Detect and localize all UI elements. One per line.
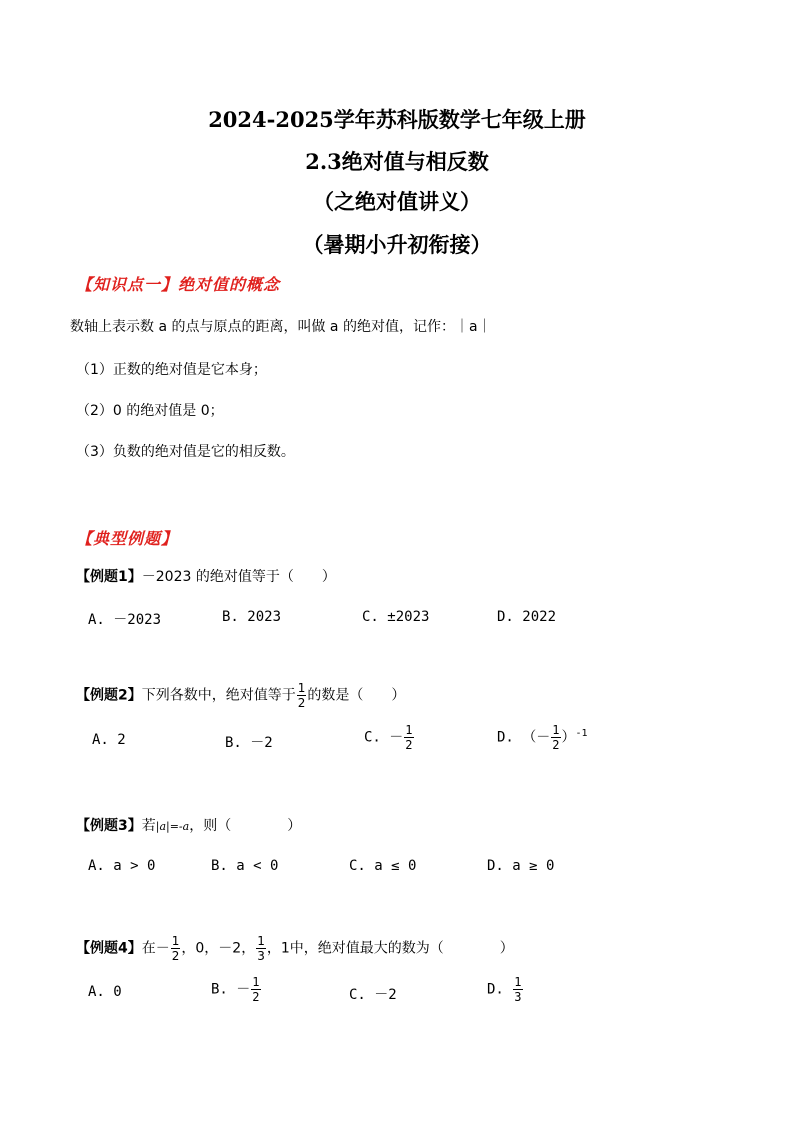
knowledge-item-3: （3）负数的绝对值是它的相反数。 — [76, 444, 295, 460]
fraction-denominator: 3 — [514, 990, 522, 1004]
example-1-option-c: C. ±2023 — [362, 609, 430, 625]
example-2-option-a: A. 2 — [92, 732, 126, 748]
example-2 — [76, 682, 405, 709]
example-4-option-d — [487, 976, 524, 1003]
example-4-text-end: ，1中，绝对值最大的数为（ ） — [266, 940, 514, 957]
example-4 — [76, 935, 514, 962]
fraction-denominator: 2 — [552, 738, 560, 752]
fraction-numerator: 1 — [252, 975, 260, 989]
fraction — [256, 935, 266, 962]
doc-subtitle: 2.3绝对值与相反数 — [305, 149, 489, 174]
fraction-numerator: 1 — [552, 723, 560, 737]
example-1 — [76, 566, 336, 586]
example-2-text: 下列各数中，绝对值等于 — [141, 687, 296, 704]
example-3-option-b: B. a < 0 — [211, 858, 279, 874]
option-d-prefix: D. （－ — [497, 729, 551, 746]
example-3-option-d: D. a ≥ 0 — [487, 858, 555, 874]
fraction-numerator: 1 — [405, 723, 413, 737]
doc-subtitle-topic: （之绝对值讲义） — [313, 189, 481, 214]
example-4-option-b — [211, 976, 262, 1003]
definition-text: 数轴上表示数 a 的点与原点的距离，叫做 a 的绝对值，记作：｜a｜ — [70, 319, 492, 335]
example-4-text-mid: ，0，－2， — [181, 940, 256, 957]
example-4-option-c: C. －2 — [349, 987, 397, 1003]
example-1-option-a: A. －2023 — [88, 612, 162, 628]
example-2-text-end: 的数是（ ） — [307, 687, 406, 704]
example-1-option-d: D. 2022 — [497, 609, 557, 625]
example-3-option-a: A. a > 0 — [88, 858, 156, 874]
fraction-denominator: 2 — [171, 949, 180, 963]
fraction — [513, 976, 522, 1003]
fraction — [297, 682, 307, 709]
option-d-suffix: ） — [561, 729, 576, 746]
fraction-denominator: 2 — [297, 696, 306, 710]
fraction — [404, 724, 413, 751]
example-4-option-a: A. 0 — [88, 984, 122, 1000]
knowledge-item-1: （1）正数的绝对值是它本身； — [76, 362, 267, 378]
example-2-option-b: B. －2 — [225, 735, 273, 751]
example-2-option-d — [497, 724, 588, 751]
example-2-label: 【例题2】 — [76, 687, 142, 704]
examples-heading: 【典型例题】 — [76, 529, 179, 548]
example-1-label: 【例题1】 — [76, 569, 142, 585]
example-3-text-end: ，则（ ） — [189, 818, 302, 834]
option-d-prefix: D. — [487, 981, 513, 998]
example-4-text: 在－ — [141, 940, 170, 957]
example-4-label: 【例题4】 — [76, 940, 142, 957]
option-b-prefix: B. － — [211, 981, 251, 998]
example-2-option-c — [364, 724, 415, 751]
fraction-numerator: 1 — [297, 681, 306, 695]
fraction-numerator: 1 — [171, 934, 180, 948]
knowledge-heading: 【知识点一】绝对值的概念 — [76, 275, 281, 294]
example-1-option-b: B. 2023 — [222, 609, 282, 625]
doc-subtitle-note: （暑期小升初衔接） — [302, 232, 492, 257]
doc-title: 2024-2025学年苏科版数学七年级上册 — [208, 107, 586, 132]
example-3 — [76, 815, 301, 835]
fraction-denominator: 3 — [257, 949, 265, 963]
fraction — [551, 724, 560, 751]
fraction — [251, 976, 260, 1003]
fraction-denominator: 2 — [405, 738, 413, 752]
fraction-numerator: 1 — [514, 975, 522, 989]
example-3-text: 若 — [141, 818, 156, 834]
math-expression: |a|=-a — [155, 820, 190, 833]
fraction — [171, 935, 181, 962]
option-c-prefix: C. － — [364, 729, 404, 746]
exponent: -1 — [575, 727, 588, 739]
fraction-numerator: 1 — [257, 934, 265, 948]
fraction-denominator: 2 — [252, 990, 260, 1004]
example-3-label: 【例题3】 — [76, 818, 142, 834]
knowledge-item-2: （2）0 的绝对值是 0； — [76, 403, 224, 419]
example-3-option-c: C. a ≤ 0 — [349, 858, 417, 874]
example-1-text: －2023 的绝对值等于（ ） — [141, 569, 336, 585]
